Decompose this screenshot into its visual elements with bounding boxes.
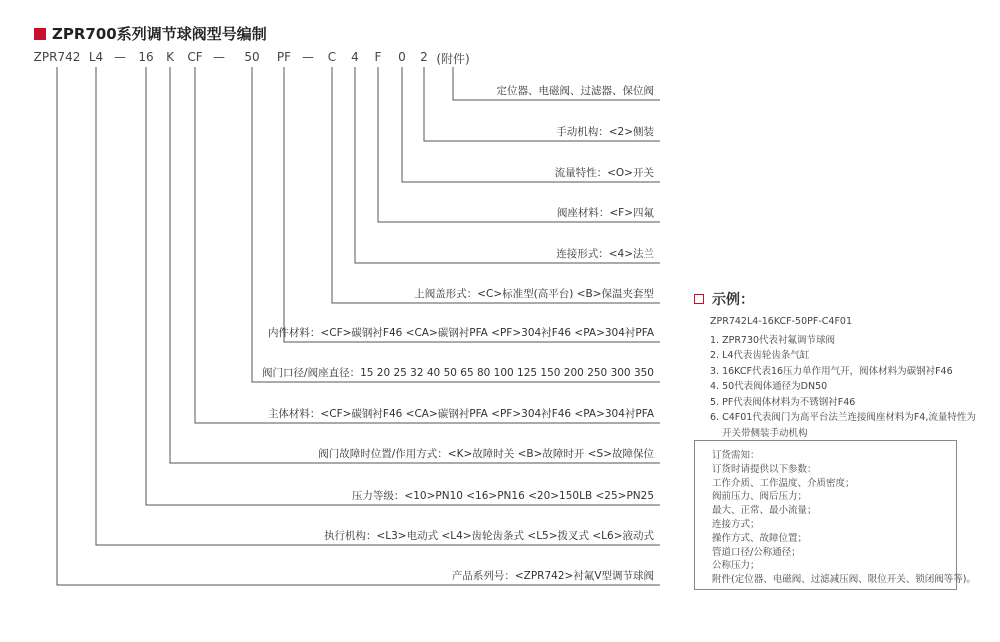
- code-description: 内件材料：<CF>碳钢衬F46 <CA>碳钢衬PFA <PF>304衬F46 <PA>304衬PFA: [267, 327, 654, 339]
- code-description: 产品系列号：<ZPR742>衬氟V型调节球阀: [451, 570, 654, 582]
- code-part: 4: [351, 50, 359, 64]
- code-part: —: [302, 50, 314, 64]
- note-line: 阀前压力、阀后压力；: [712, 491, 808, 503]
- code-part: 50: [244, 50, 260, 64]
- note-line: 操作方式、故障位置；: [712, 532, 808, 544]
- code-description: 流量特性：<O>开关: [554, 167, 654, 179]
- note-line: 工作介质、工作温度、介质密度；: [712, 477, 855, 489]
- example-line: 4. 50代表阀体通径为DN50: [710, 381, 828, 392]
- code-description: 阀门口径/阀座直径：15 20 25 32 40 50 65 80 100 125 150 200 250 300 350: [262, 367, 654, 379]
- note-line: 订货时请提供以下参数：: [712, 463, 817, 475]
- code-description: 定位器、电磁阀、过滤器、保位阀: [496, 85, 654, 97]
- code-part: 16: [138, 50, 154, 64]
- note-line: 附件(定位器、电磁阀、过滤减压阀、限位开关、锁闭阀等等)。: [712, 574, 976, 586]
- example-marker: [694, 294, 704, 304]
- note-line: 最大、正常、最小流量；: [712, 505, 817, 517]
- code-part: 2: [420, 50, 428, 64]
- code-part: —: [114, 50, 126, 64]
- note-line: 管道口径/公称通径；: [712, 546, 801, 558]
- code-description: 阀座材料：<F>四氟: [556, 207, 654, 219]
- code-description: 主体材料：<CF>碳钢衬F46 <CA>碳钢衬PFA <PF>304衬F46 <PA>304衬PFA: [267, 408, 654, 420]
- note-line: 订货需知：: [712, 450, 760, 461]
- code-description: 执行机构：<L3>电动式 <L4>齿轮齿条式 <L5>拨叉式 <L6>液动式: [323, 530, 654, 542]
- code-part: PF: [276, 50, 292, 64]
- example-line: 1. ZPR730代表衬氟调节球阀: [710, 334, 836, 346]
- code-description: 手动机构：<2>侧装: [556, 126, 654, 138]
- example-line: 2. L4代表齿轮齿条气缸: [710, 350, 810, 361]
- example-line: 5. PF代表阀体材料为不锈钢衬F46: [710, 396, 856, 408]
- note-line: 公称压力；: [712, 560, 760, 572]
- code-part: —: [213, 50, 225, 64]
- note-line: 连接方式；: [712, 519, 760, 530]
- code-description: 连接形式：<4>法兰: [556, 248, 654, 260]
- code-part: ZPR742: [33, 50, 81, 64]
- code-part: F: [374, 50, 382, 64]
- code-description: 上阀盖形式：<C>标准型(高平台) <B>保温夹套型: [414, 288, 654, 300]
- example-line: 开关带侧装手动机构: [722, 427, 808, 439]
- example-heading: 示例：: [712, 292, 754, 308]
- example-line: 3. 16KCF代表16压力单作用气开，阀体材料为碳钢衬F46: [710, 365, 953, 377]
- code-description: 压力等级：<10>PN10 <16>PN16 <20>150LB <25>PN25: [351, 490, 654, 502]
- example-line: 6. C4F01代表阀门为高平台法兰连接阀座材料为F4,流量特性为: [710, 412, 976, 423]
- code-description: 阀门故障时位置/作用方式：<K>故障时关 <B>故障时开 <S>故障保位: [318, 448, 654, 460]
- code-part: (附件): [436, 52, 470, 66]
- code-part: K: [166, 50, 174, 64]
- code-part: L4: [88, 50, 104, 64]
- code-part: C: [327, 50, 337, 64]
- code-part: 0: [398, 50, 406, 64]
- connector-line: [332, 67, 660, 303]
- page-title: ZPR700系列调节球阀型号编制: [52, 25, 267, 43]
- code-part: CF: [187, 50, 203, 64]
- example-line: ZPR742L4-16KCF-50PF-C4F01: [710, 316, 852, 327]
